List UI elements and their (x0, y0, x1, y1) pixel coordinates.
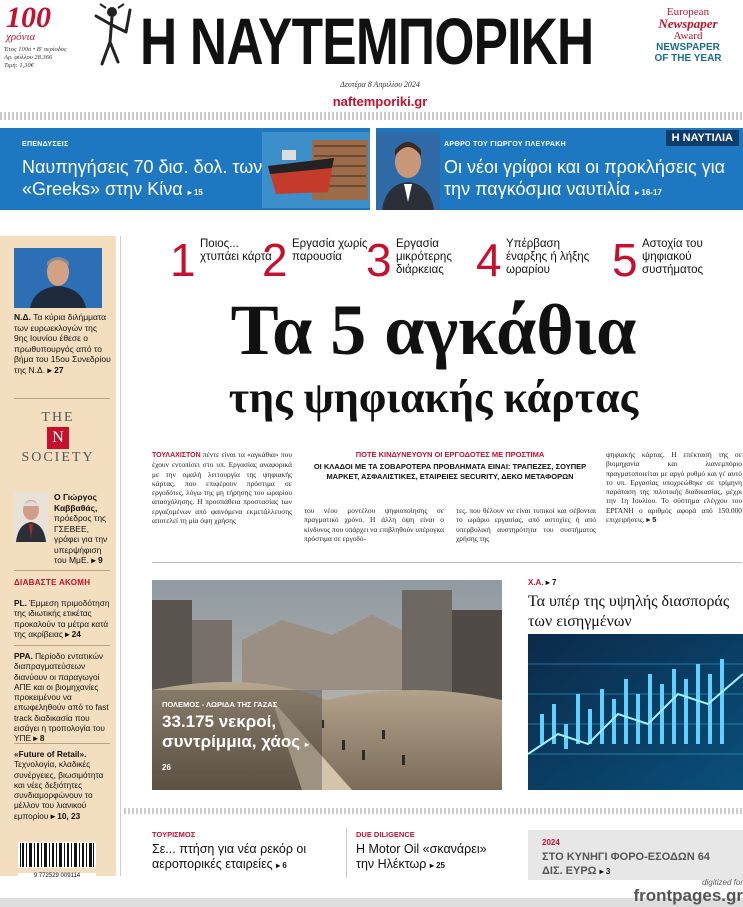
nd-brief[interactable] (14, 312, 112, 375)
brief-text: Τα κύρια διλήμματα των ευρωεκλογών της 9ης Ιουνίου έθεσε ο πρωθυπουργός από το βήμα του 15ου Συνεδρίου της Ν.Δ. (14, 312, 111, 375)
brief-text: πρόεδρος της ΓΣΕΒΕΕ, γράφει για την υπερψήφιση του ΜμΕ. (54, 513, 108, 565)
masthead-divider (0, 112, 743, 120)
brief-text: Έμμεση πριμοδότηση της ιδιωτικής ετικέτας προκαλούν τα μέτρα κατά της ακρίβειας (14, 598, 110, 639)
page-ref: ▸ 7 (545, 578, 557, 587)
due-diligence-headline[interactable] (356, 842, 506, 873)
read-also-heading: ΔΙΑΒΑΣΤΕ ΑΚΟΜΗ (14, 578, 91, 587)
thorn-text: Εργασία μικρότερης διάρκειας (396, 238, 452, 276)
section-tag-shipping: Η ΝΑΥΤΙΛΙΑ (666, 130, 739, 146)
headline-text: Σε... πτήση για νέα ρεκόρ οι αεροπορικές εταιρείες (152, 842, 307, 871)
banner-headline-text: Ναυπηγήσεις 70 δισ. δολ. των «Greeks» στην Κίνα (22, 157, 263, 199)
anniversary-number: 100 (6, 1, 51, 34)
newspaper-title: Η ΝΑΥΤΕΜΠΟΡΙΚΗ (140, 4, 594, 78)
article-text: πέντε είναι τα «αγκάθια» που έχουν εντοπίσει στο υπ. Εργασίας αναφορικά με την ομαλή λειτουργία της ψηφιακής κάρτας, που επιφέρουν πρόστιμα σε εργοδότες, λόγω της μη τήρησης του ωραρίου απασχόλησης. Η προσπάθεια προστασίας των εργαζομένων από φαινόμενα εκμετάλλευσης αποτελεί τη μία όψη χρήσης (152, 450, 292, 526)
banner-headline (22, 156, 272, 204)
subhead-kicker: ΠΟΤΕ ΚΙΝΔΥΝΕΥΟΥΝ ΟΙ ΕΡΓΟΔΟΤΕΣ ΜΕ ΠΡΟΣΤΙΜΑ (355, 450, 545, 459)
xa-headline[interactable]: Τα υπέρ της υψηλής διασποράς των εισηγμένων (528, 593, 730, 630)
ship-photo-icon (262, 132, 370, 208)
page-ref: ▸ 27 (47, 364, 64, 375)
page-ref: ▸ 25 (429, 861, 445, 870)
due-diligence-kicker: DUE DILIGENCE (356, 830, 415, 839)
lead-headline[interactable]: Τα 5 αγκάθια (230, 290, 637, 370)
tax-year: 2024 (542, 838, 560, 847)
banner-headline (444, 156, 739, 204)
barcode (18, 842, 96, 879)
article-text: ψηφιακής κάρτας. Η επέκτασή της σε βιομηχανία και λιανεμπόριο πραγματοποιείται με αργό ρυθμό και γι' αυτό το υπ. Εργασίας υποχρεώθηκε σε τρίμηνη παράταση της πιλοτικής διαδικασίας, μέχρι την 1η Ιουλίου. Το σύστημα ελέγχου του ΕΡΓΑΝΗ ο αριθμός αφορά από 150.000 επιχειρήσεις. (606, 450, 742, 525)
society-logo-line: THE (41, 410, 75, 425)
bottom-divider (124, 808, 743, 814)
column-rule (120, 236, 121, 876)
issue-line: Έτος 100ό • Β' περίοδος (4, 46, 67, 53)
award-line: European (666, 6, 710, 18)
tax-headline (542, 850, 732, 879)
section-divider (152, 562, 742, 563)
sidebar-divider (14, 570, 110, 571)
lead-subheadline[interactable]: της ψηφιακής κάρτας (228, 373, 639, 422)
page-ref: ▸ 15 (187, 188, 203, 197)
tourism-kicker: ΤΟΥΡΙΣΜΟΣ (152, 830, 196, 839)
banner-kicker: ΕΠΕΝΔΥΣΕΙΣ (22, 141, 69, 148)
kavvadas-brief[interactable] (14, 492, 112, 566)
page-ref: ▸ 8 (33, 733, 45, 744)
gaza-headline[interactable] (162, 712, 312, 778)
sidebar-brief-item[interactable] (14, 598, 112, 639)
tourism-headline[interactable] (152, 842, 342, 873)
society-logo-line: SOCIETY (21, 450, 95, 465)
page-ref: ▸ 6 (276, 861, 287, 870)
lead-article-column (606, 450, 742, 524)
brief-lead: Ν.Δ. (14, 312, 31, 322)
watermark-caption: digitized for (702, 878, 743, 887)
award-line: Award (673, 30, 703, 42)
thorn-number: 1 (170, 234, 196, 286)
tax-revenue-box[interactable] (528, 830, 743, 880)
page-ref: ▸ 24 (65, 628, 81, 639)
lead-article-column (152, 450, 292, 525)
headline-text: Η Motor Oil «σκανάρει» την Ηλέκτωρ (356, 842, 487, 871)
banner-kicker: ΑΡΘΡΟ ΤΟΥ ΓΙΩΡΓΟΥ ΠΛΕΥΡΑΚΗ (444, 141, 566, 148)
page-ref: ▸ 10, 23 (50, 810, 81, 821)
brief-text: Τεχνολογία, κλαδικές συνέργειες, βιωσιμότητα και νέες δεξιότητες συνδιαμορφώνουν το μέλλον του λιανικού εμπορίου (14, 759, 104, 821)
lead-article-column: τες, που θέλουν να είναι τυπικοί και σέβονται το ωράριο εργασίας, από αστοχίες ή από υπερβολική αυστηρότητα του συστήματος χρήσης της (456, 506, 596, 543)
site-url-link[interactable]: naftemporiki.gr (332, 94, 428, 109)
brief-lead: ΡΡΑ. (14, 651, 33, 661)
page-ref: ▸ 16-17 (635, 188, 662, 197)
subhead-text: ΟΙ ΚΛΑΔΟΙ ΜΕ ΤΑ ΣΟΒΑΡΟΤΕΡΑ ΠΡΟΒΛΗΜΑΤΑ ΕΙΝΑΙ: ΤΡΑΠΕΖΕΣ, ΣΟΥΠΕΡ ΜΑΡΚΕΤ, ΑΣΦΑΛΙΣΤΙΚΕΣ, ΕΤΑΙΡΕΙΕΣ SECURITY, ΔΕΚΟ ΜΕΤΑΦΟΡΩΝ (313, 462, 587, 481)
barcode-icon (18, 842, 96, 868)
banner-investments[interactable] (0, 128, 370, 210)
politician-photo-icon (14, 248, 102, 308)
page-ref: ▸ 9 (91, 555, 103, 565)
banner-shipping-article[interactable] (376, 128, 743, 210)
sidebar-brief-item[interactable] (14, 651, 112, 744)
xa-kicker (528, 578, 556, 587)
award-line: NEWSPAPER (656, 42, 720, 53)
thorn-text: Αστοχία του ψηφιακού συστήματος (642, 238, 704, 276)
sidebar-divider (14, 743, 110, 744)
article-lead-word: ΤΟΥΛΑΧΙΣΤΟΝ (152, 452, 201, 459)
award-line: OF THE YEAR (654, 53, 722, 64)
banner-headline-text: Οι νέοι γρίφοι και οι προκλήσεις για την παγκόσμια ναυτιλία (444, 157, 726, 199)
anniversary-label: χρόνια (6, 31, 36, 43)
barcode-digits: 9 772529 009114 (18, 873, 96, 879)
thorn-text: Ποιος... χτυπάει κάρτα (200, 238, 272, 263)
thorn-number: 5 (612, 234, 638, 286)
thorn-item (366, 236, 472, 288)
society-logo-letter: N (47, 427, 69, 449)
gaza-kicker: ΠΟΛΕΜΟΣ - ΛΩΡΙΔΑ ΤΗΣ ΓΑΖΑΣ (162, 700, 278, 709)
column-rule (346, 828, 347, 878)
brief-lead: Ο Γιώργος Καββαθάς, (54, 492, 98, 513)
watermark-url: frontpages.gr (633, 886, 743, 905)
brief-lead: PL. (14, 598, 27, 608)
headline-text: ΣΤΟ ΚΥΝΗΓΙ ΦΟΡΟ-ΕΣΟΔΩΝ 64 ΔΙΣ. ΕΥΡΩ (542, 851, 710, 877)
thorn-text: Υπέρβαση έναρξης ή λήξης ωραρίου (506, 238, 590, 276)
kicker-text: Χ.Α. (528, 578, 544, 587)
sidebar-brief-item[interactable] (14, 749, 112, 821)
thorn-number: 4 (476, 234, 502, 286)
stock-market-chart-icon (528, 634, 743, 790)
thorn-item (612, 236, 740, 288)
page-ref: ▸ 26 (162, 740, 309, 772)
anniversary-logo (6, 1, 61, 44)
page-ref: ▸ 3 (599, 867, 611, 876)
frontpages-watermark[interactable] (608, 878, 743, 907)
sidebar-divider (14, 398, 110, 399)
brief-lead: «Future of Retail». (14, 749, 87, 759)
issue-info (4, 46, 94, 70)
page-ref: ▸ 5 (646, 515, 657, 525)
thorn-number: 3 (366, 234, 392, 286)
thorn-item (170, 234, 272, 288)
author-portrait-icon (376, 132, 440, 210)
the-n-society-logo (14, 410, 102, 486)
sidebar-divider (14, 645, 110, 646)
brief-text: Περίοδο εντατικών διαπραγματεύσεων διανύουν οι παραγωγοί ΑΠΕ και οι βιομηχανίες προκειμένου να επωφεληθούν από το fast track διαδικασία που εισάγει η τροπολογία του ΥΠΕ (14, 651, 109, 744)
thorn-item (476, 236, 606, 288)
issue-number: Αρ. φύλλου 28.366 (4, 54, 53, 61)
newspaper-award (636, 6, 740, 64)
gaza-headline-text: 33.175 νεκροί, συντρίμμια, χάος (162, 712, 301, 751)
thorn-item (262, 234, 368, 288)
issue-date: Δευτέρα 8 Απριλίου 2024 (340, 80, 420, 89)
hermes-figure-icon (90, 2, 132, 74)
lead-article-subhead (300, 450, 600, 482)
award-line: Newspaper (658, 16, 718, 31)
issue-price: Τιμή: 1,30€ (4, 62, 34, 69)
thorn-text: Εργασία χωρίς παρουσία (292, 238, 368, 263)
lead-article-column: του νέου μοντέλου ψηφιοποίησης σε πραγματικό χρόνο. Η άλλη όψη είναι ο κίνδυνος που υπάρχει να επιβληθούν υπέρογκα πρόστιμα σε εργοδό- (304, 506, 444, 543)
thorn-number: 2 (262, 234, 288, 286)
